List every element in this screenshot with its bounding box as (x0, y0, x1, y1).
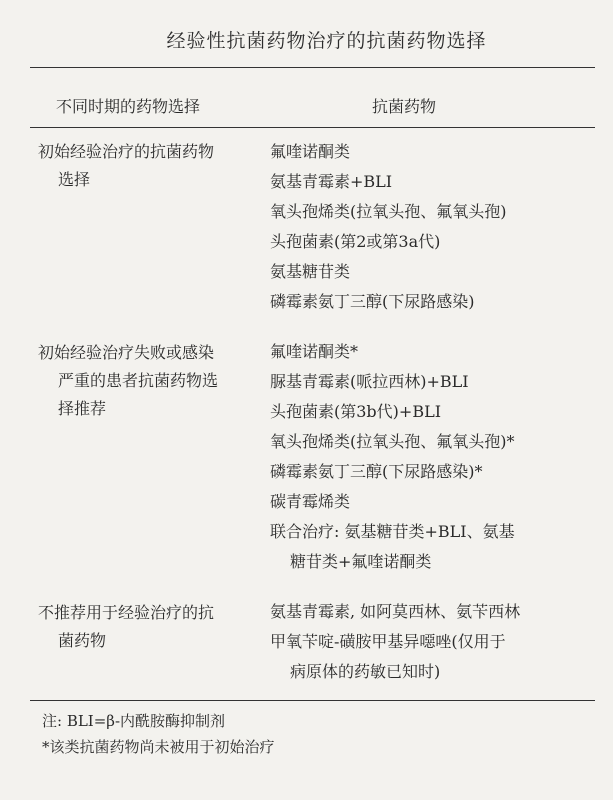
row-1-drugs (270, 137, 600, 317)
category-line: 初始经验治疗的抗菌药物 (38, 142, 215, 161)
drug-item: 氨基青霉素+BLI (270, 172, 393, 191)
top-rule (30, 67, 595, 68)
category-line: 初始经验治疗失败或感染 (38, 343, 215, 362)
drug-item: 联合治疗: 氨基糖苷类+BLI、氨基 (270, 522, 515, 541)
row-2-drugs (270, 337, 600, 577)
footnotes (42, 708, 275, 760)
drug-item: 磷霉素氨丁三醇(下尿路感染)* (270, 462, 483, 481)
drug-item: 脲基青霉素(哌拉西林)+BLI (270, 372, 469, 391)
header-rule (30, 127, 595, 128)
category-line: 择推荐 (58, 399, 107, 418)
category-line: 严重的患者抗菌药物选 (58, 371, 219, 390)
drug-item: 头孢菌素(第3b代)+BLI (270, 402, 442, 421)
row-2-category (38, 339, 263, 423)
drug-item: 氟喹诺酮类 (270, 142, 351, 161)
drug-item: 氨基糖苷类 (270, 262, 351, 281)
category-line: 选择 (58, 170, 91, 189)
drug-item: 头孢菌素(第2或第3a代) (270, 232, 441, 251)
footnote-asterisk: *该类抗菌药物尚未被用于初始治疗 (42, 738, 275, 756)
row-1-category (38, 138, 263, 194)
drug-item: 碳青霉烯类 (270, 492, 351, 511)
table-title: 经验性抗菌药物治疗的抗菌药物选择 (166, 30, 487, 52)
drug-item: 病原体的药敏已知时) (290, 662, 441, 681)
header-drugs: 抗菌药物 (372, 97, 437, 116)
drug-item: 糖苷类+氟喹诺酮类 (290, 552, 432, 571)
row-3-category (38, 599, 263, 655)
drug-item: 氧头孢烯类(拉氧头孢、氟氧头孢) (270, 202, 507, 221)
row-3-drugs (270, 597, 600, 687)
header-period: 不同时期的药物选择 (56, 97, 201, 116)
category-line: 菌药物 (58, 631, 107, 650)
category-line: 不推荐用于经验治疗的抗 (38, 603, 215, 622)
drug-item: 磷霉素氨丁三醇(下尿路感染) (270, 292, 475, 311)
footnote-abbreviation: 注: BLI=β-内酰胺酶抑制剂 (42, 712, 226, 730)
drug-item: 甲氧苄啶-磺胺甲基异噁唑(仅用于 (270, 632, 506, 651)
drug-item: 氧头孢烯类(拉氧头孢、氟氧头孢)* (270, 432, 515, 451)
drug-item: 氨基青霉素, 如阿莫西林、氨苄西林 (270, 602, 521, 621)
drug-item: 氟喹诺酮类* (270, 342, 359, 361)
bottom-rule (30, 700, 595, 701)
